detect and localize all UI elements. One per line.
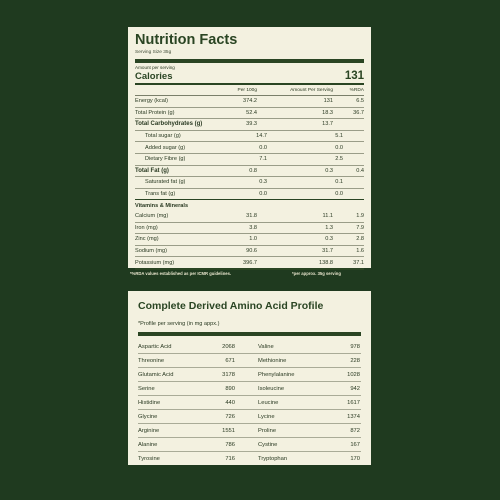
nutrient-label: Total Protein (g) — [135, 109, 175, 116]
amino-value: 978 — [350, 343, 360, 350]
nutrition-row — [135, 142, 364, 154]
serving-size: Serving Size 35g — [135, 50, 172, 55]
per100g-value: 7.1 — [259, 156, 267, 163]
per100g-value: 39.3 — [246, 121, 257, 128]
amino-row — [138, 410, 361, 424]
nutrition-rows — [135, 96, 364, 270]
per100g-value: 374.2 — [243, 98, 257, 105]
per-serving-value: 18.3 — [322, 109, 333, 116]
nutrient-label: Added sugar (g) — [145, 144, 186, 151]
amino-name: Alanine — [138, 441, 158, 448]
per100g-value: 14.7 — [256, 133, 267, 140]
amino-value: 170 — [350, 455, 360, 462]
amino-value: 890 — [225, 385, 235, 392]
amino-name: Aspartic Acid — [138, 343, 172, 350]
per-serving-value: 0.0 — [335, 191, 343, 198]
amino-name: Leucine — [258, 399, 279, 406]
footnote-serving: *per approx. 35g serving — [292, 271, 341, 276]
nutrient-label: Dietary Fibre (g) — [145, 156, 186, 163]
nutrition-header-row — [135, 85, 364, 96]
rda-value: 36.7 — [353, 109, 364, 116]
footnote-rda: *%RDA values established as per ICMR guidelines. — [130, 271, 232, 276]
nutrition-facts-panel — [128, 27, 371, 268]
amino-row — [138, 368, 361, 382]
thick-divider — [135, 59, 364, 63]
amino-value: 2068 — [222, 343, 235, 350]
per100g-value: 396.7 — [243, 259, 257, 266]
nutrition-row — [135, 234, 364, 246]
amino-row — [138, 382, 361, 396]
per-serving-value: 131 — [323, 98, 333, 105]
nutrition-row — [135, 119, 364, 131]
rda-value: 2.8 — [356, 236, 364, 243]
amino-value: 716 — [225, 455, 235, 462]
nutrition-row — [135, 108, 364, 120]
per-serving-value: 0.1 — [335, 179, 343, 186]
per-serving-value: 5.1 — [335, 133, 343, 140]
amino-row — [138, 424, 361, 438]
per-serving-value: 0.3 — [325, 236, 333, 243]
per100g-value: 52.4 — [246, 109, 257, 116]
per-serving-value: 11.1 — [322, 213, 333, 220]
amount-per-serving-label: Amount per serving — [135, 65, 175, 70]
per-serving-value: 31.7 — [322, 248, 333, 255]
rda-value: 7.9 — [356, 224, 364, 231]
per100g-value: 0.3 — [259, 179, 267, 186]
nutrient-label: Total Carbohydrates (g) — [135, 121, 203, 128]
per100g-value: 1.0 — [249, 236, 257, 243]
amino-name: Lycine — [258, 413, 275, 420]
calories-row — [135, 70, 364, 82]
calories-label: Calories — [135, 71, 173, 82]
amino-subtitle: *Profile per serving (in mg appx.) — [138, 321, 220, 327]
amino-name: Glycine — [138, 413, 158, 420]
amino-divider — [138, 332, 361, 336]
nutrient-label: Total sugar (g) — [145, 133, 181, 140]
rda-value: 37.1 — [353, 259, 364, 266]
nutrition-row — [135, 131, 364, 143]
amino-name: Phenylalanine — [258, 371, 295, 378]
amino-value: 440 — [225, 399, 235, 406]
header-per-serving: Amount Per Serving — [290, 87, 333, 93]
amino-value: 167 — [350, 441, 360, 448]
amino-name: Serine — [138, 385, 155, 392]
per100g-value: 0.0 — [259, 191, 267, 198]
amino-name: Arginine — [138, 427, 160, 434]
per-serving-value: 0.3 — [325, 167, 333, 174]
rda-value: 0.4 — [356, 167, 364, 174]
per100g-value: 3.8 — [249, 224, 257, 231]
amino-row — [138, 438, 361, 452]
calories-value: 131 — [344, 70, 364, 82]
per100g-value: 0.0 — [259, 144, 267, 151]
nutrition-row — [135, 166, 364, 178]
amino-acid-panel — [128, 291, 371, 465]
rda-value: 6.5 — [356, 98, 364, 105]
nutrient-label: Sodium (mg) — [135, 248, 168, 255]
amino-value: 786 — [225, 441, 235, 448]
amino-value: 1028 — [347, 371, 360, 378]
rda-value: 1.6 — [356, 248, 364, 255]
amino-row — [138, 452, 361, 465]
amino-name: Methionine — [258, 357, 287, 364]
header-rda: %RDA — [349, 87, 364, 93]
amino-value: 1617 — [347, 399, 360, 406]
amino-row — [138, 396, 361, 410]
amino-name: Valine — [258, 343, 274, 350]
nutrient-label: Zinc (mg) — [135, 236, 159, 243]
amino-name: Glutamic Acid — [138, 371, 174, 378]
per-serving-value: 138.8 — [319, 259, 333, 266]
per-serving-value: 13.7 — [322, 121, 333, 128]
amino-value: 228 — [350, 357, 360, 364]
nutrient-label: Saturated fat (g) — [145, 179, 186, 186]
nutrient-label: Potassium (mg) — [135, 259, 175, 266]
amino-value: 942 — [350, 385, 360, 392]
rda-value: 1.9 — [356, 213, 364, 220]
amino-value: 726 — [225, 413, 235, 420]
header-per100g: Per 100g — [237, 87, 257, 93]
nutrient-label: Calcium (mg) — [135, 213, 169, 220]
amino-value: 1374 — [347, 413, 360, 420]
amino-name: Isoleucine — [258, 385, 285, 392]
amino-name: Threonine — [138, 357, 165, 364]
amino-value: 872 — [350, 427, 360, 434]
nutrition-row — [135, 246, 364, 258]
per-serving-value: 0.0 — [335, 144, 343, 151]
amino-value: 671 — [225, 357, 235, 364]
amino-name: Histidine — [138, 399, 161, 406]
amino-name: Cystine — [258, 441, 278, 448]
nutrition-title: Nutrition Facts — [135, 32, 238, 48]
amino-value: 1551 — [222, 427, 235, 434]
amino-title: Complete Derived Amino Acid Profile — [138, 300, 324, 312]
amino-name: Proline — [258, 427, 277, 434]
per100g-value: 0.8 — [249, 167, 257, 174]
nutrition-row — [135, 211, 364, 223]
per100g-value: 90.6 — [246, 248, 257, 255]
nutrition-row — [135, 177, 364, 189]
per100g-value: 31.8 — [246, 213, 257, 220]
amino-name: Tyrosine — [138, 455, 160, 462]
nutrient-label: Total Fat (g) — [135, 167, 169, 174]
nutrition-row — [135, 223, 364, 235]
nutrient-label: Vitamins & Minerals — [135, 202, 189, 209]
nutrition-row — [135, 200, 364, 211]
nutrition-row — [135, 154, 364, 166]
nutrition-row — [135, 189, 364, 201]
per-serving-value: 1.3 — [325, 224, 333, 231]
nutrition-row — [135, 96, 364, 108]
amino-value: 3178 — [222, 371, 235, 378]
nutrient-label: Energy (kcal) — [135, 98, 168, 105]
amino-rows — [138, 340, 361, 465]
amino-row — [138, 354, 361, 368]
per-serving-value: 2.5 — [335, 156, 343, 163]
nutrition-row — [135, 257, 364, 270]
amino-row — [138, 340, 361, 354]
amino-name: Tryptophan — [258, 455, 288, 462]
nutrient-label: Iron (mg) — [135, 224, 158, 231]
nutrient-label: Trans fat (g) — [145, 191, 176, 198]
